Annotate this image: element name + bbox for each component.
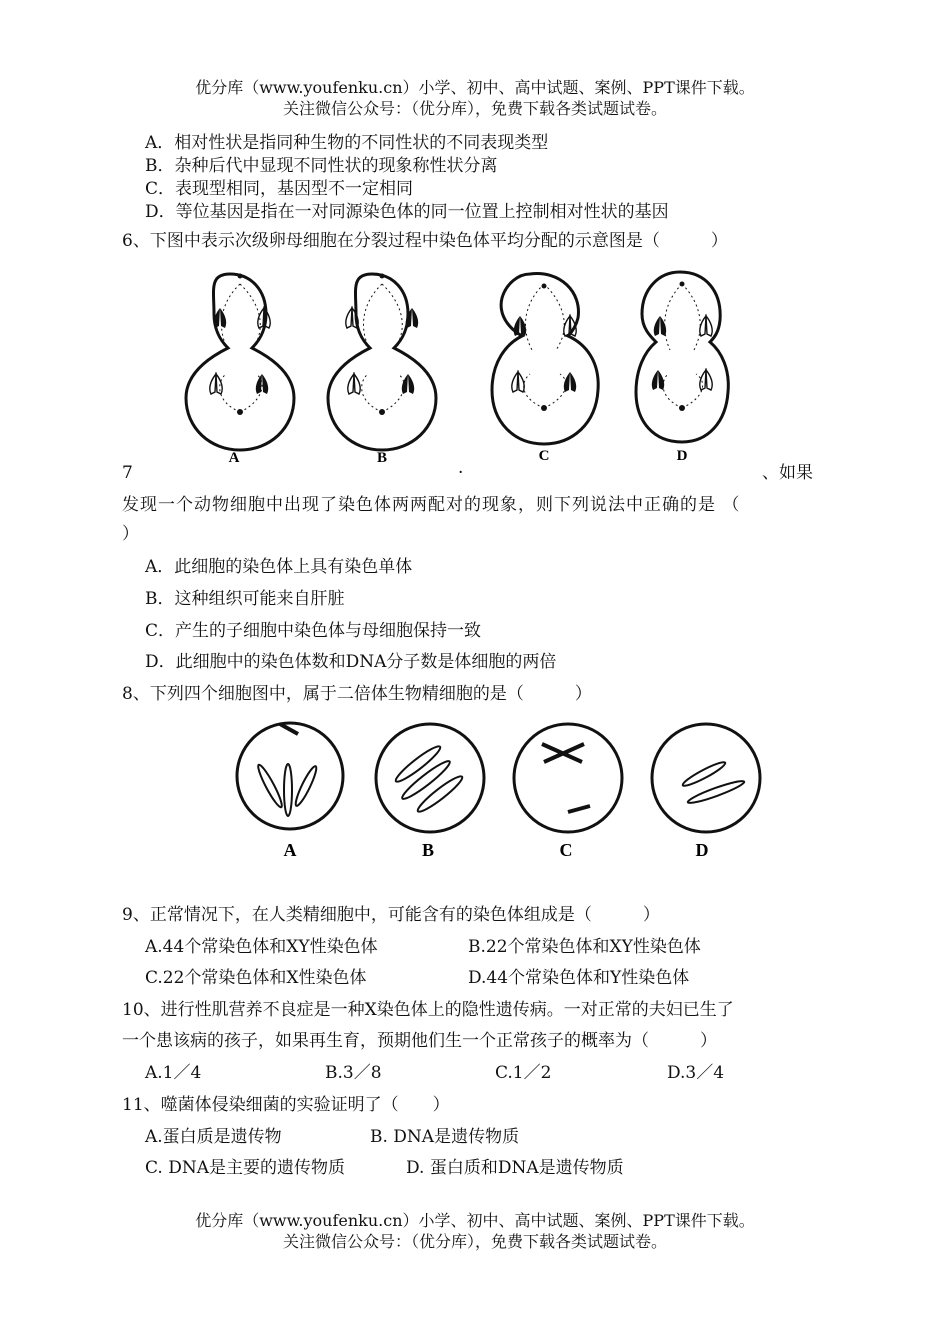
q6-label-a: A xyxy=(228,450,240,466)
q10-stem-line1: 10、进行性肌营养不良症是一种X染色体上的隐性遗传病。一对正常的夫妇已生了 xyxy=(122,1000,734,1020)
q7-dot: · xyxy=(458,463,464,483)
q6-cell-b xyxy=(328,274,436,451)
q10-option-b: B.3／8 xyxy=(325,1063,382,1083)
q8-cell-b xyxy=(376,724,484,832)
q5-option-a: A．相对性状是指同种生物的不同性状的不同表现类型 xyxy=(145,133,549,153)
q11-stem: 11、噬菌体侵染细菌的实验证明了（ ） xyxy=(122,1095,450,1115)
q9-option-d: D.44个常染色体和Y性染色体 xyxy=(468,968,690,988)
footer-line-1: 优分库（www.youfenku.cn）小学、初中、高中试题、案例、PPT课件下载。 xyxy=(195,1211,755,1230)
q5-option-b: B．杂种后代中显现不同性状的现象称性状分离 xyxy=(145,156,498,176)
q5-option-c: C．表现型相同，基因型不一定相同 xyxy=(145,179,414,199)
q7-stem-line3: ） xyxy=(122,524,139,544)
q8-cell-d xyxy=(652,724,760,832)
header-line-2: 关注微信公众号：（优分库），免费下载各类试题试卷。 xyxy=(282,99,667,118)
q6-cell-a xyxy=(186,274,294,451)
q6-cell-c xyxy=(492,274,598,444)
q8-cell-c xyxy=(514,724,622,832)
q10-option-d: D.3／4 xyxy=(667,1063,725,1083)
q7-option-a: A．此细胞的染色体上具有染色单体 xyxy=(145,557,413,577)
q8-label-a: A xyxy=(283,840,297,860)
q8-label-c: C xyxy=(559,840,573,860)
footer-line-2: 关注微信公众号：（优分库），免费下载各类试题试卷。 xyxy=(282,1232,667,1251)
q8-stem: 8、下列四个细胞图中，属于二倍体生物精细胞的是（ ） xyxy=(122,684,592,704)
q9-option-a: A.44个常染色体和XY性染色体 xyxy=(145,937,378,957)
q7-option-b: B．这种组织可能来自肝脏 xyxy=(145,589,345,609)
q9-stem: 9、正常情况下，在人类精细胞中，可能含有的染色体组成是（ ） xyxy=(122,905,660,925)
q11-option-a: A.蛋白质是遗传物 xyxy=(145,1127,282,1147)
q9-option-c: C.22个常染色体和X性染色体 xyxy=(145,968,367,988)
q8-label-d: D xyxy=(695,840,709,860)
q8-cell-a xyxy=(237,723,343,829)
q8-label-b: B xyxy=(421,840,435,860)
q6-cell-d xyxy=(636,272,728,442)
q7-option-c: C．产生的子细胞中染色体与母细胞保持一致 xyxy=(145,621,482,641)
q10-option-c: C.1／2 xyxy=(495,1063,552,1083)
q7-tail: 、如果 xyxy=(762,463,813,483)
q7-stem-line2: 发现一个动物细胞中出现了染色体两两配对的现象，则下列说法中正确的是 （ xyxy=(122,495,741,515)
header-line-1: 优分库（www.youfenku.cn）小学、初中、高中试题、案例、PPT课件下载。 xyxy=(195,78,755,97)
q11-option-d: D. 蛋白质和DNA是遗传物质 xyxy=(406,1158,624,1178)
q9-option-b: B.22个常染色体和XY性染色体 xyxy=(468,937,701,957)
q10-option-a: A.1／4 xyxy=(145,1063,202,1083)
q11-option-c: C. DNA是主要的遗传物质 xyxy=(145,1158,345,1178)
q7-option-d: D．此细胞中的染色体数和DNA分子数是体细胞的两倍 xyxy=(145,652,557,672)
q5-option-d: D．等位基因是指在一对同源染色体的同一位置上控制相对性状的基因 xyxy=(145,202,669,222)
q6-stem: 6、下图中表示次级卵母细胞在分裂过程中染色体平均分配的示意图是（ ） xyxy=(122,231,728,251)
q6-label-d: D xyxy=(676,448,688,464)
q11-option-b: B. DNA是遗传物质 xyxy=(370,1127,520,1147)
q7-number: 7 xyxy=(122,463,133,483)
q8-figure xyxy=(232,720,772,865)
q10-stem-line2: 一个患该病的孩子，如果再生育，预期他们生一个正常孩子的概率为（ ） xyxy=(122,1031,717,1051)
q6-figure xyxy=(170,262,750,467)
q6-label-c: C xyxy=(538,448,550,464)
q6-label-b: B xyxy=(376,450,388,466)
